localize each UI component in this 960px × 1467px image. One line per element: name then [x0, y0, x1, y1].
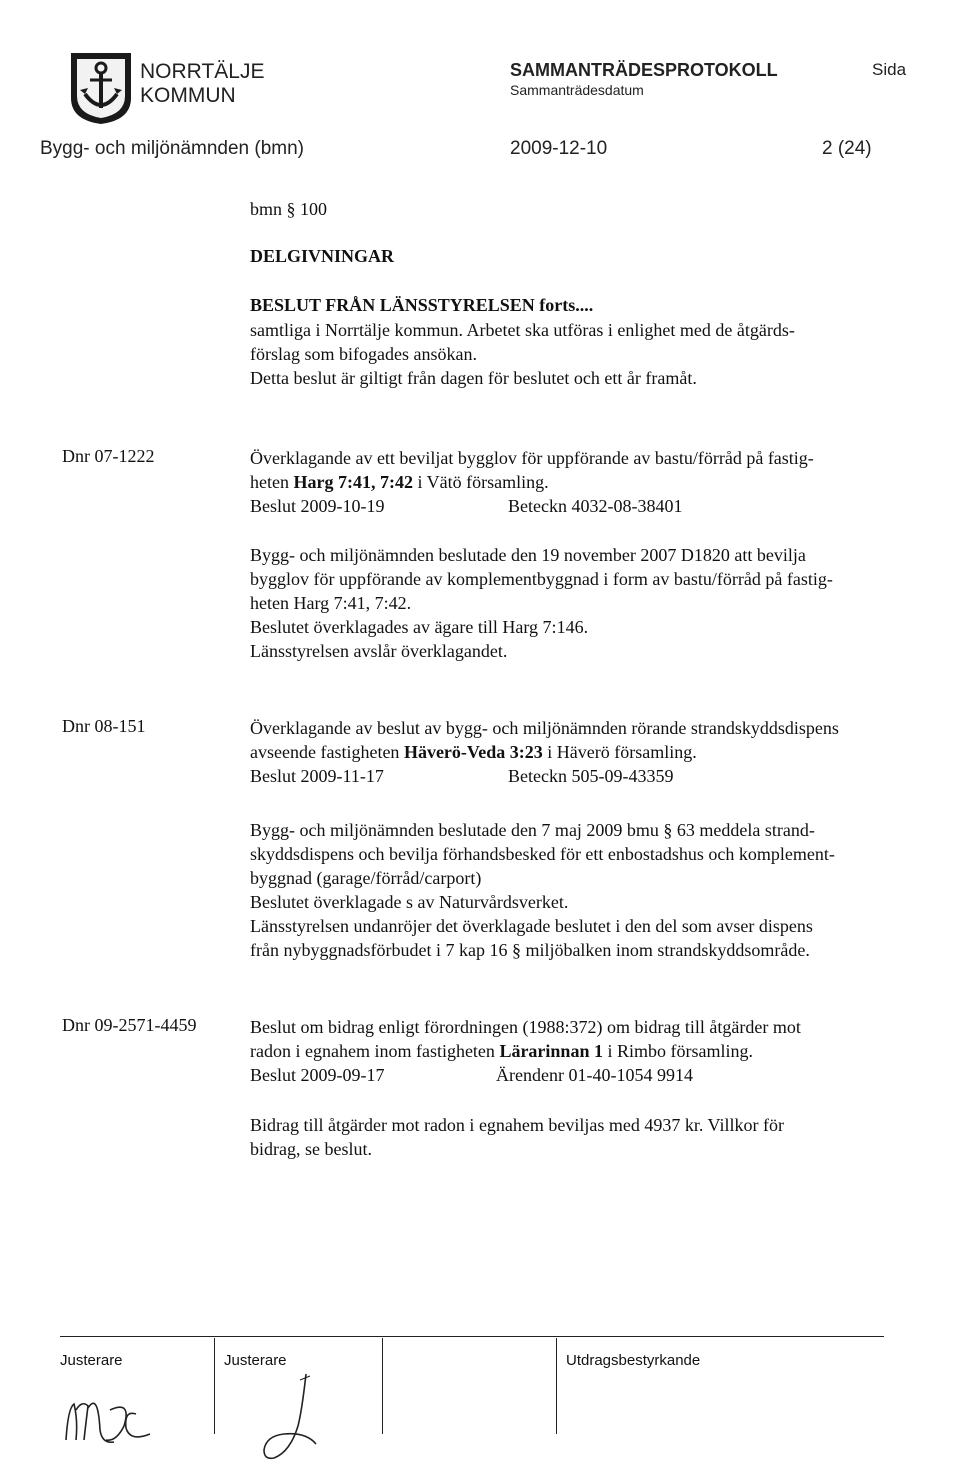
property-name: Lärarinnan 1 [499, 1041, 603, 1061]
decision-row [250, 764, 839, 788]
reference-number: Beteckn 4032-08-38401 [508, 496, 683, 516]
detail-line: byggnad (garage/förråd/carport) [250, 868, 482, 888]
detail-line: Beslutet överklagade s av Naturvårdsverket. [250, 892, 569, 912]
entry-dnr: Dnr 09-2571-4459 [62, 1015, 197, 1035]
detail-line: skyddsdispens och bevilja förhandsbesked för ett enbostadshus och komplement- [250, 844, 835, 864]
footer-label-justerare-2: Justerare [224, 1352, 287, 1369]
subject-line: Beslut om bidrag enligt förordningen (1988:372) om bidrag till åtgärder mot [250, 1017, 801, 1037]
intro-line: samtliga i Norrtälje kommun. Arbetet ska utföras i enlighet med de åtgärds- [250, 320, 795, 340]
decision-date: Beslut 2009-11-17 [250, 766, 384, 786]
detail-line: Bygg- och miljönämnden beslutade den 7 maj 2009 bmu § 63 meddela strand- [250, 820, 815, 840]
detail-line: heten Harg 7:41, 7:42. [250, 593, 412, 613]
subject-suffix: i Vätö församling. [412, 472, 549, 492]
intro-line: Detta beslut är giltigt från dagen för beslutet och ett år framåt. [250, 368, 697, 388]
subject-suffix: i Häverö församling. [542, 742, 697, 762]
entry-subject [250, 716, 839, 788]
footer-divider [214, 1338, 215, 1434]
meeting-date: 2009-12-10 [510, 138, 608, 159]
entry-dnr: Dnr 07-1222 [62, 446, 155, 466]
entry-details [250, 543, 833, 663]
section-title: DELGIVNINGAR [250, 246, 395, 266]
detail-line: bidrag, se beslut. [250, 1139, 372, 1159]
page-number: 2 (24) [822, 138, 872, 159]
footer-divider [382, 1338, 383, 1434]
subject-prefix: radon i egnahem inom fastigheten [250, 1041, 500, 1061]
protocol-title: SAMMANTRÄDESPROTOKOLL [510, 60, 778, 80]
footer-divider [556, 1338, 557, 1434]
municipality-line1: NORRTÄLJE [140, 60, 265, 83]
detail-line: Beslutet överklagades av ägare till Harg 7:146. [250, 617, 589, 637]
property-name: Harg 7:41, 7:42 [293, 472, 413, 492]
entry-subject [250, 1015, 801, 1087]
detail-line: från nybyggnadsförbudet i 7 kap 16 § miljöbalken inom strandskyddsområde. [250, 940, 810, 960]
intro-text [250, 318, 795, 390]
protocol-subtitle: Sammanträdesdatum [510, 82, 644, 98]
footer-label-justerare-1: Justerare [60, 1352, 123, 1369]
section-subtitle: BESLUT FRÅN LÄNSSTYRELSEN forts.... [250, 295, 594, 315]
detail-line: Bygg- och miljönämnden beslutade den 19 november 2007 D1820 att bevilja [250, 545, 806, 565]
detail-line: Bidrag till åtgärder mot radon i egnahem beviljas med 4937 kr. Villkor för [250, 1115, 784, 1135]
reference-number: Beteckn 505-09-43359 [508, 766, 674, 786]
page-label: Sida [872, 60, 907, 79]
municipality-crest-logo [68, 50, 134, 126]
decision-row [250, 1063, 801, 1087]
subject-line: Överklagande av ett beviljat bygglov för uppförande av bastu/förråd på fastig- [250, 448, 814, 468]
decision-row [250, 494, 814, 518]
decision-date: Beslut 2009-10-19 [250, 496, 385, 516]
subject-line: Överklagande av beslut av bygg- och miljönämnden rörande strandskyddsdispens [250, 718, 839, 738]
committee-name: Bygg- och miljönämnden (bmn) [40, 138, 305, 159]
subject-line [250, 470, 814, 494]
intro-line: förslag som bifogades ansökan. [250, 344, 477, 364]
footer-rule [60, 1336, 884, 1337]
subject-line [250, 1039, 801, 1063]
paragraph-reference: bmn § 100 [250, 199, 328, 219]
subject-line [250, 740, 839, 764]
subject-suffix: i Rimbo församling. [602, 1041, 753, 1061]
decision-date: Beslut 2009-09-17 [250, 1065, 385, 1085]
reference-number: Ärendenr 01-40-1054 9914 [496, 1065, 693, 1085]
entry-dnr: Dnr 08-151 [62, 716, 146, 736]
entry-details [250, 1113, 784, 1161]
municipality-line2: KOMMUN [140, 84, 236, 107]
entry-subject [250, 446, 814, 518]
subject-prefix: heten [250, 472, 294, 492]
signature-image [240, 1370, 350, 1464]
footer-label-utdragsbestyrkande: Utdragsbestyrkande [566, 1352, 701, 1369]
entry-details [250, 818, 835, 962]
municipality-name [140, 60, 264, 108]
signature-image [58, 1370, 198, 1450]
subject-prefix: avseende fastigheten [250, 742, 404, 762]
property-name: Häverö-Veda 3:23 [403, 742, 543, 762]
detail-line: Länsstyrelsen undanröjer det överklagade beslutet i den del som avser dispens [250, 916, 813, 936]
detail-line: bygglov för uppförande av komplementbyggnad i form av bastu/förråd på fastig- [250, 569, 833, 589]
detail-line: Länsstyrelsen avslår överklagandet. [250, 641, 508, 661]
